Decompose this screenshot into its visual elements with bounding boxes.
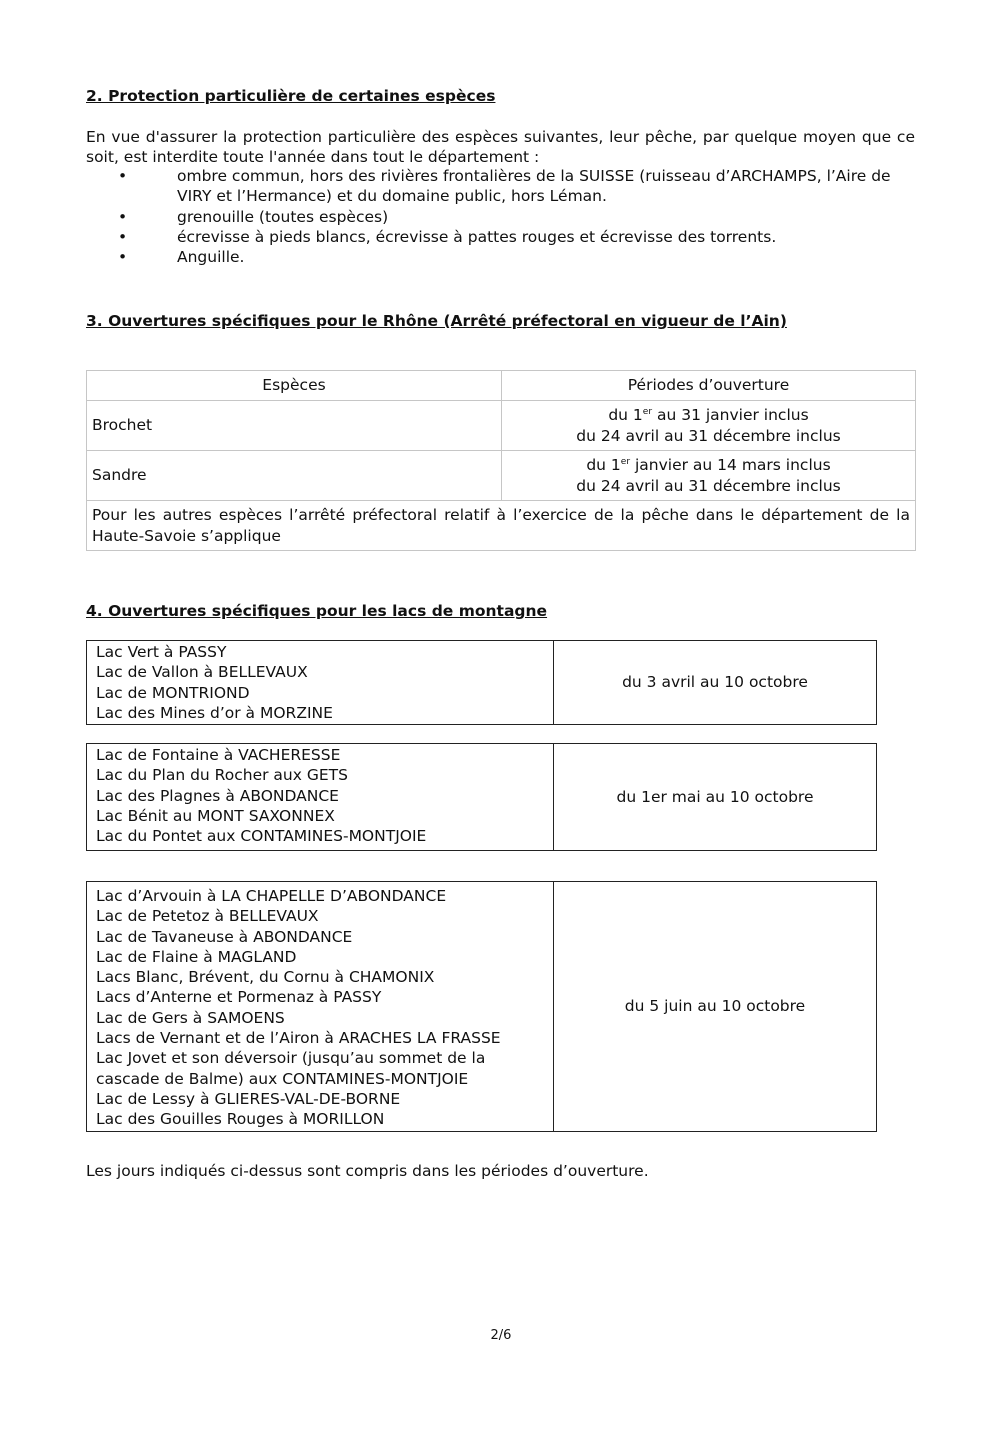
lake-group-table-1 <box>86 640 877 725</box>
section-2-intro: En vue d'assurer la protection particulière des espèces suivantes, leur pêche, par quelque moyen que ce soit, est interdite toute l'année dans tout le département : <box>86 128 915 167</box>
column-header-periods: Périodes d’ouverture <box>502 371 916 401</box>
list-item: • grenouille (toutes espèces) <box>118 207 389 226</box>
lake-names-cell: Lac d’Arvouin à LA CHAPELLE D’ABONDANCE Lac de Petetoz à BELLEVAUX Lac de Tavaneuse à ABONDANCE Lac de Flaine à MAGLAND Lacs Blanc, Brévent, du Cornu à CHAMONIX Lacs d’Anterne et Pormenaz à PASSY Lac de Gers à SAMOENS Lacs de Vernant et de l’Airon à ARACHES LA FRASSE Lac Jovet et son déversoir (jusqu’au sommet de la cascade de Balme) aux CONTAMINES-MONTJOIE Lac de Lessy à GLIERES-VAL-DE-BORNE Lac des Gouilles Rouges à MORILLON <box>87 882 554 1132</box>
list-item: • ombre commun, hors des rivières frontalières de la SUISSE (ruisseau d’ARCHAMPS, l’Aire de VIRY et l’Hermance) et du domaine public, hors Léman. <box>118 167 891 206</box>
table-row <box>87 882 877 1132</box>
section-2-heading: 2. Protection particulière de certaines espèces <box>86 87 496 105</box>
document-page <box>86 0 916 1429</box>
section-3-heading: 3. Ouvertures spécifiques pour le Rhône (Arrêté préfectoral en vigueur de l’Ain) <box>86 312 787 330</box>
bullet-icon: • <box>118 227 128 246</box>
bullet-icon: • <box>118 248 128 267</box>
period-cell: du 3 avril au 10 octobre <box>554 641 877 725</box>
table-row <box>87 451 916 501</box>
opening-periods-note: Les jours indiqués ci-dessus sont compris dans les périodes d’ouverture. <box>86 1162 649 1180</box>
table-note-row <box>87 501 916 551</box>
table-note: Pour les autres espèces l’arrêté préfectoral relatif à l’exercice de la pêche dans le département de la Haute-Savoie s’applique <box>87 501 916 551</box>
lake-group-table-2 <box>86 743 877 851</box>
species-cell: Brochet <box>87 401 502 451</box>
protected-species-list <box>86 166 915 267</box>
table-row <box>87 641 877 725</box>
period-cell: du 1er au 31 janvier inclus du 24 avril au 31 décembre inclus <box>502 401 916 451</box>
table-header-row <box>87 371 916 401</box>
table-row <box>87 401 916 451</box>
lake-names-cell: Lac de Fontaine à VACHERESSE Lac du Plan du Rocher aux GETS Lac des Plagnes à ABONDANCE Lac Bénit au MONT SAXONNEX Lac du Pontet aux CONTAMINES-MONTJOIE <box>87 744 554 851</box>
period-cell: du 5 juin au 10 octobre <box>554 882 877 1132</box>
rhone-openings-table <box>86 370 916 551</box>
page-number: 2/6 <box>490 1328 512 1343</box>
period-cell: du 1er janvier au 14 mars inclus du 24 avril au 31 décembre inclus <box>502 451 916 501</box>
bullet-icon: • <box>118 207 128 226</box>
table-row <box>87 744 877 851</box>
lake-names-cell: Lac Vert à PASSY Lac de Vallon à BELLEVAUX Lac de MONTRIOND Lac des Mines d’or à MORZINE <box>87 641 554 725</box>
period-cell: du 1er mai au 10 octobre <box>554 744 877 851</box>
column-header-species: Espèces <box>87 371 502 401</box>
species-cell: Sandre <box>87 451 502 501</box>
bullet-icon: • <box>118 167 128 185</box>
section-4-heading: 4. Ouvertures spécifiques pour les lacs de montagne <box>86 602 548 620</box>
list-item: • Anguille. <box>118 248 245 267</box>
lake-group-table-3 <box>86 881 877 1132</box>
list-item: • écrevisse à pieds blancs, écrevisse à pattes rouges et écrevisse des torrents. <box>118 227 777 246</box>
